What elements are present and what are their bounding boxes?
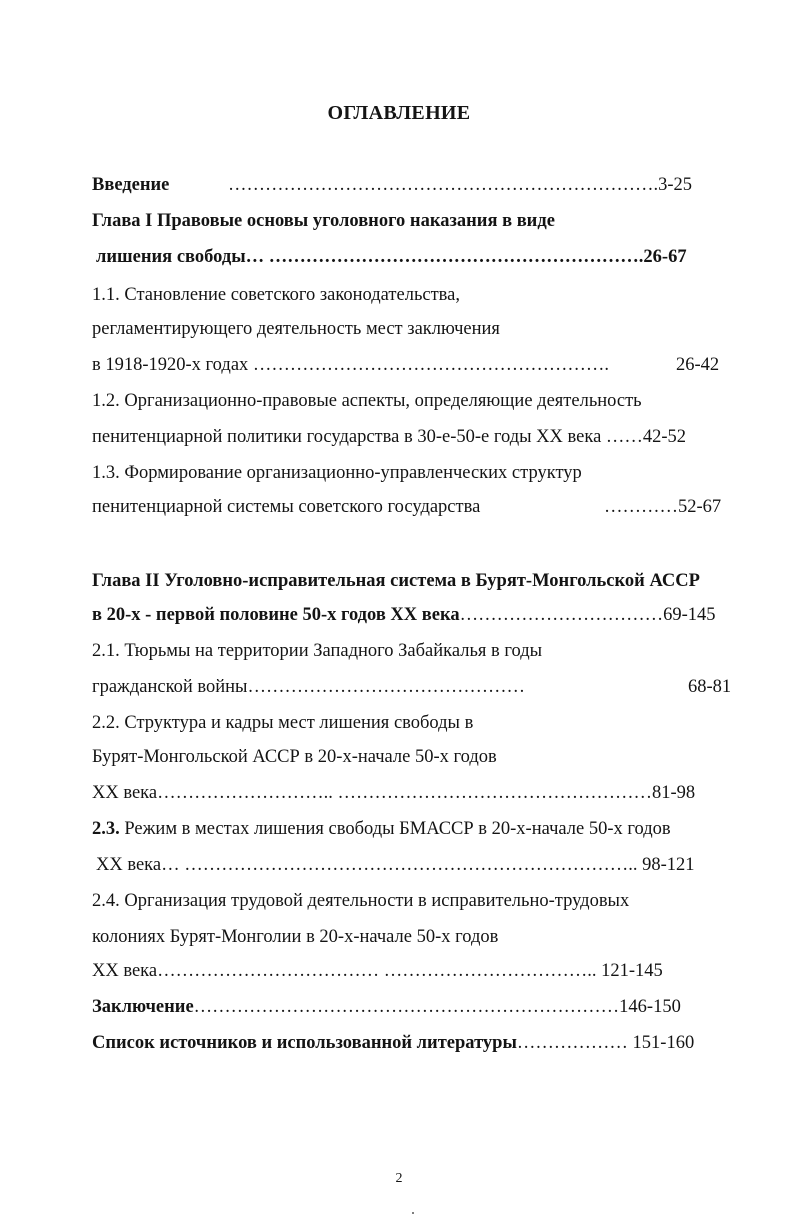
toc-conclusion-dots: ……………………………………………………………146-150 — [193, 997, 681, 1017]
toc-references — [92, 1030, 694, 1056]
toc-references-label: Список источников и использованной литературы — [92, 1033, 517, 1053]
toc-section-1-2-line1: 1.2. Организационно-правовые аспекты, определяющие деятельность — [92, 391, 642, 411]
toc-section-2-4-line3: XX века……………………………… …………………………….. 121-145 — [92, 961, 663, 981]
toc-section-1-1-line2: регламентирующего деятельность мест заключения — [92, 319, 500, 339]
toc-chapter-1-title: Глава I Правовые основы уголовного наказания в виде — [92, 211, 555, 231]
toc-section-2-4-line2: колониях Бурят-Монголии в 20-х-начале 50-х годов — [92, 927, 499, 947]
toc-conclusion — [92, 994, 681, 1020]
toc-references-dots: ……………… 151-160 — [516, 1033, 695, 1053]
toc-section-1-3-line2: пенитенциарной системы советского государства — [92, 497, 481, 517]
toc-section-2-3-line1 — [92, 816, 671, 842]
toc-section-2-3-title: Режим в местах лишения свободы БМАССР в 20-х-начале 50-х годов — [119, 819, 671, 839]
toc-section-1-1-pages: 26-42 — [676, 355, 720, 375]
toc-section-2-2-line1: 2.2. Структура и кадры мест лишения свободы в — [92, 713, 474, 733]
toc-chapter-2-cont-bold: в 20-х - первой половине 50-х годов XX века — [92, 605, 460, 625]
toc-section-1-1-line1: 1.1. Становление советского законодательства, — [92, 285, 461, 305]
toc-section-2-1-line2: гражданской войны……………………………………… — [92, 677, 525, 697]
toc-chapter-2-title: Глава II Уголовно-исправительная система в Бурят-Монгольской АССР — [92, 571, 700, 591]
toc-section-1-1-line3: в 1918-1920-х годах …………………………………………………. — [92, 355, 610, 375]
toc-section-2-1-line1: 2.1. Тюрьмы на территории Западного Забайкалья в годы — [92, 641, 543, 661]
toc-chapter-2-cont-dots: ……………………………69-145 — [459, 605, 716, 625]
toc-section-2-3-line2: XX века… ……………………………………………………………….. 98-121 — [96, 855, 695, 875]
toc-chapter-1-cont: лишения свободы… …………………………………………………….26-67 — [96, 247, 687, 267]
toc-section-1-2-line2: пенитенциарной политики государства в 30-е-50-е годы XX века ……42-52 — [92, 427, 687, 447]
toc-section-2-2-line2: Бурят-Монгольской АССР в 20-х-начале 50-х годов — [92, 747, 497, 767]
page-number: 2 — [395, 1171, 403, 1186]
toc-section-2-2-line3: XX века……………………….. ……………………………………………81-98 — [92, 783, 696, 803]
page-title: ОГЛАВЛЕНИЕ — [327, 102, 471, 124]
scan-speck — [412, 1212, 414, 1214]
toc-section-1-3-pages: …………52-67 — [604, 497, 722, 517]
toc-section-2-1-pages: 68-81 — [688, 677, 732, 697]
toc-section-1-3-line1: 1.3. Формирование организационно-управленческих структур — [92, 463, 582, 483]
toc-conclusion-label: Заключение — [92, 997, 194, 1017]
toc-intro-dots: …………………………………………………………….3-25 — [228, 175, 693, 195]
toc-intro-label: Введение — [92, 175, 170, 195]
toc-section-2-4-line1: 2.4. Организация трудовой деятельности в исправительно-трудовых — [92, 891, 630, 911]
toc-section-2-3-number: 2.3. — [92, 819, 120, 839]
toc-chapter-2-cont — [92, 602, 716, 628]
